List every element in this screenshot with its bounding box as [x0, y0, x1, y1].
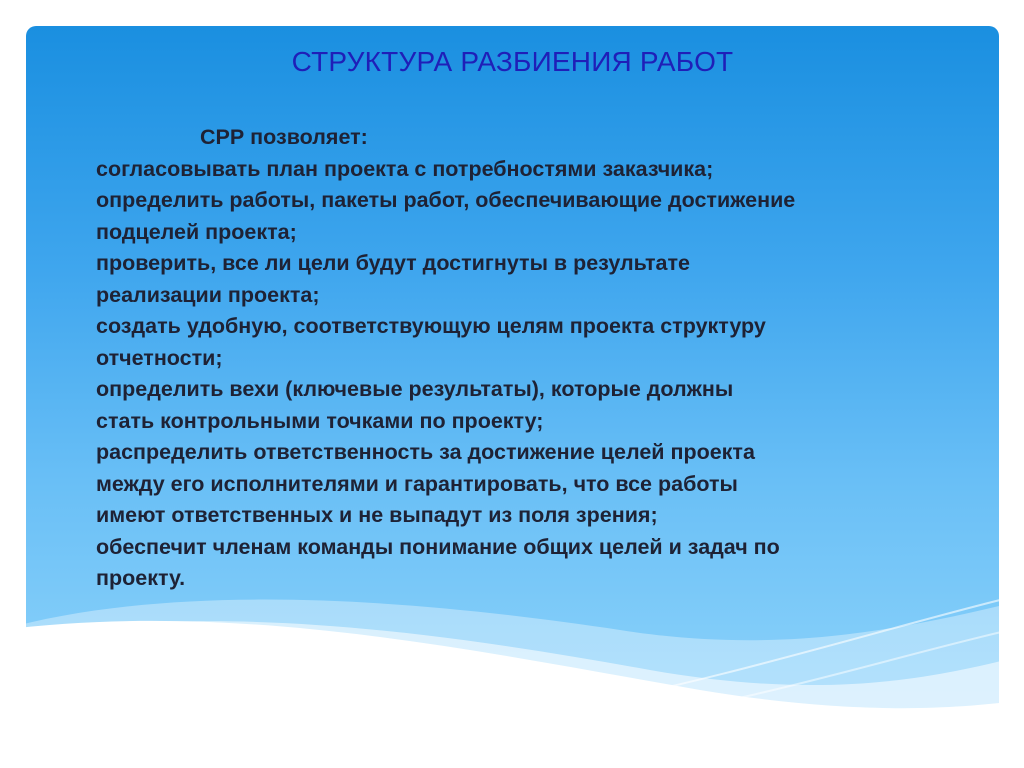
body-line: создать удобную, соответствующую целям проекта структуру	[96, 314, 766, 338]
body-line: определить вехи (ключевые результаты), которые должны	[96, 377, 734, 401]
body-line: имеют ответственных и не выпадут из поля зрения;	[96, 503, 658, 527]
slide-title: СТРУКТУРА РАЗБИЕНИЯ РАБОТ	[291, 46, 734, 77]
body-line: стать контрольными точками по проекту;	[96, 408, 544, 433]
body-line: подцелей проекта;	[96, 219, 297, 244]
body-line: обеспечит членам команды понимание общих целей и задач по	[96, 534, 780, 559]
body-line: отчетности;	[96, 345, 223, 370]
lead-text: СРР позволяет:	[200, 125, 368, 149]
body-line: реализации проекта;	[96, 282, 320, 307]
slide-body	[96, 122, 956, 595]
body-line: распределить ответственность за достижение целей проекта	[96, 440, 755, 464]
body-line: проекту.	[96, 566, 186, 590]
body-line: определить работы, пакеты работ, обеспечивающие достижение	[96, 188, 796, 212]
body-line: между его исполнителями и гарантировать, что все работы	[96, 471, 738, 496]
body-line: проверить, все ли цели будут достигнуты в результате	[96, 251, 690, 275]
body-line: согласовывать план проекта с потребностями заказчика;	[96, 156, 714, 181]
